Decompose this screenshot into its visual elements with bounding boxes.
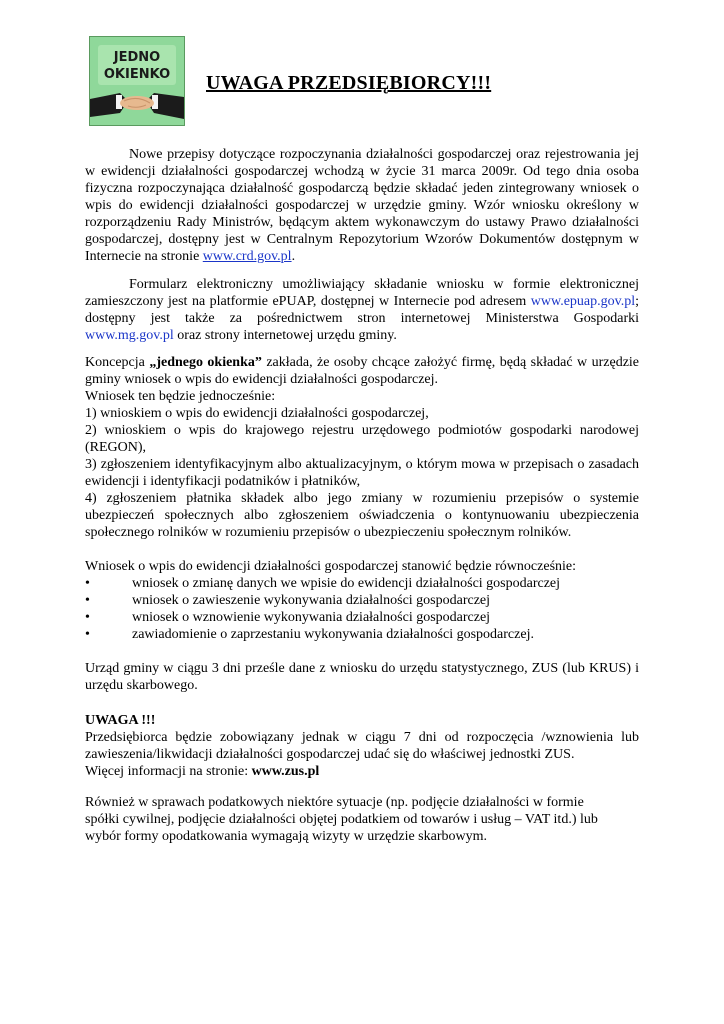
p1-text: Nowe przepisy dotyczące rozpoczynania działalności gospodarczej oraz rejestrowania jej w ewidencji działalności gospodarczej wchodzą w życie 31 marca 2009r. Od tego dnia osoba fizyczna rozpoczynająca działalność gospodarczą będzie składać jeden zintegrowany wniosek o wpis do ewidencji działalności gospodarczej w urzędzie gminy. Wzór wniosku określony w rozporządzeniu Rady Ministrów, będącym aktem wykonawczym do ustawy Prawo działalności gospodarczej, dostępny jest w Centralnym Repozytorium Wzorów Dokumentów dostępnym w Internecie na stronie <box>85 147 639 264</box>
p3-text-b: zakłada, że osoby chcące założyć firmę, będą składać w urzędzie gminy wniosek o wpis do ewidencji działalności gospodarczej. <box>85 355 640 387</box>
paragraph-2 <box>85 276 639 344</box>
p1-end: . <box>291 249 296 264</box>
list-item: 3) zgłoszeniem identyfikacyjnym albo aktualizacyjnym, o którym mowa w przepisach o zasadach ewidencji i identyfikacji podatników i płatników, <box>85 457 639 489</box>
uwaga-heading: UWAGA !!! <box>85 713 156 728</box>
bullet-icon: • <box>85 610 90 625</box>
paragraph-4 <box>85 558 639 643</box>
bullet-icon: • <box>85 593 90 608</box>
p3-text-a: Koncepcja <box>85 355 150 370</box>
bullet-item: • wniosek o zmianę danych we wpisie do ewidencji działalności gospodarczej <box>85 576 561 591</box>
jedno-okienko-logo <box>89 36 185 126</box>
bullet-item: • wniosek o zawieszenie wykonywania działalności gospodarczej <box>85 593 491 608</box>
crd-link[interactable]: www.crd.gov.pl <box>202 249 292 264</box>
bullet-item: • wniosek o wznowienie wykonywania działalności gospodarczej <box>85 610 491 625</box>
bullet-icon: • <box>85 627 90 642</box>
bullet-icon: • <box>85 576 90 591</box>
list-item: 1) wnioskiem o wpis do ewidencji działalności gospodarczej, <box>85 406 429 421</box>
list-item: 2) wnioskiem o wpis do krajowego rejestru urzędowego podmiotów gospodarki narodowej (REGON), <box>85 423 639 455</box>
p6-more-label: Więcej informacji na stronie: <box>85 764 252 779</box>
p2-text-a: Formularz elektroniczny umożliwiający składanie wniosku w formie elektronicznej zamieszczony jest na platformie ePUAP, dostępnej w Internecie pod adresem <box>85 277 639 309</box>
zus-link[interactable]: www.zus.pl <box>251 764 320 779</box>
p3-bold: „jednego okienka” <box>149 355 262 370</box>
epuap-link[interactable]: www.epuap.gov.pl <box>530 294 636 309</box>
paragraph-7: Również w sprawach podatkowych niektóre sytuacje (np. podjęcie działalności w formie spółki cywilnej, podjęcie działalności objętej podatkiem od towarów i usług – VAT itd.) lub wybór formy opodatkowania wymagają wizyty w urzędzie skarbowym. <box>85 795 598 844</box>
logo-text-line1: JEDNO <box>113 50 161 65</box>
paragraph-6 <box>85 712 639 780</box>
paragraph-1 <box>85 146 639 265</box>
handshake-icon <box>90 37 184 125</box>
p4-intro: Wniosek o wpis do ewidencji działalności gospodarczej stanowić będzie równocześnie: <box>85 559 577 574</box>
list-item: 4) zgłoszeniem płatnika składek albo jego zmiany w rozumieniu przepisów o systemie ubezpieczeń społecznych albo zgłoszeniem oświadczenia o kontynuowaniu ubezpieczenia społecznego rolników w rozumieniu przepisów o ubezpieczeniu społecznym rolników. <box>85 491 639 540</box>
logo-text-line2: OKIENKO <box>103 67 171 82</box>
paragraph-5: Urząd gminy w ciągu 3 dni prześle dane z wniosku do urzędu statystycznego, ZUS (lub KRUS) i urzędu skarbowego. <box>85 661 639 693</box>
p2-text-c: oraz strony internetowej urzędu gminy. <box>173 328 397 343</box>
bullet-item: • zawiadomienie o zaprzestaniu wykonywania działalności gospodarczej. <box>85 627 534 642</box>
p2-text-b: ; dostępny jest także za pośrednictwem stron internetowej Ministerstwa Gospodarki <box>85 294 639 326</box>
paragraph-3 <box>85 354 639 541</box>
mg-link[interactable]: www.mg.gov.pl <box>85 328 174 343</box>
p3-intro: Wniosek ten będzie jednocześnie: <box>85 389 276 404</box>
page-title: UWAGA PRZEDSIĘBIORCY!!! <box>206 72 492 94</box>
p6-text: Przedsiębiorca będzie zobowiązany jednak w ciągu 7 dni od rozpoczęcia /wznowienia lub zawieszenia/likwidacji działalności gospodarczej udać się do właściwej jednostki ZUS. <box>85 730 639 762</box>
